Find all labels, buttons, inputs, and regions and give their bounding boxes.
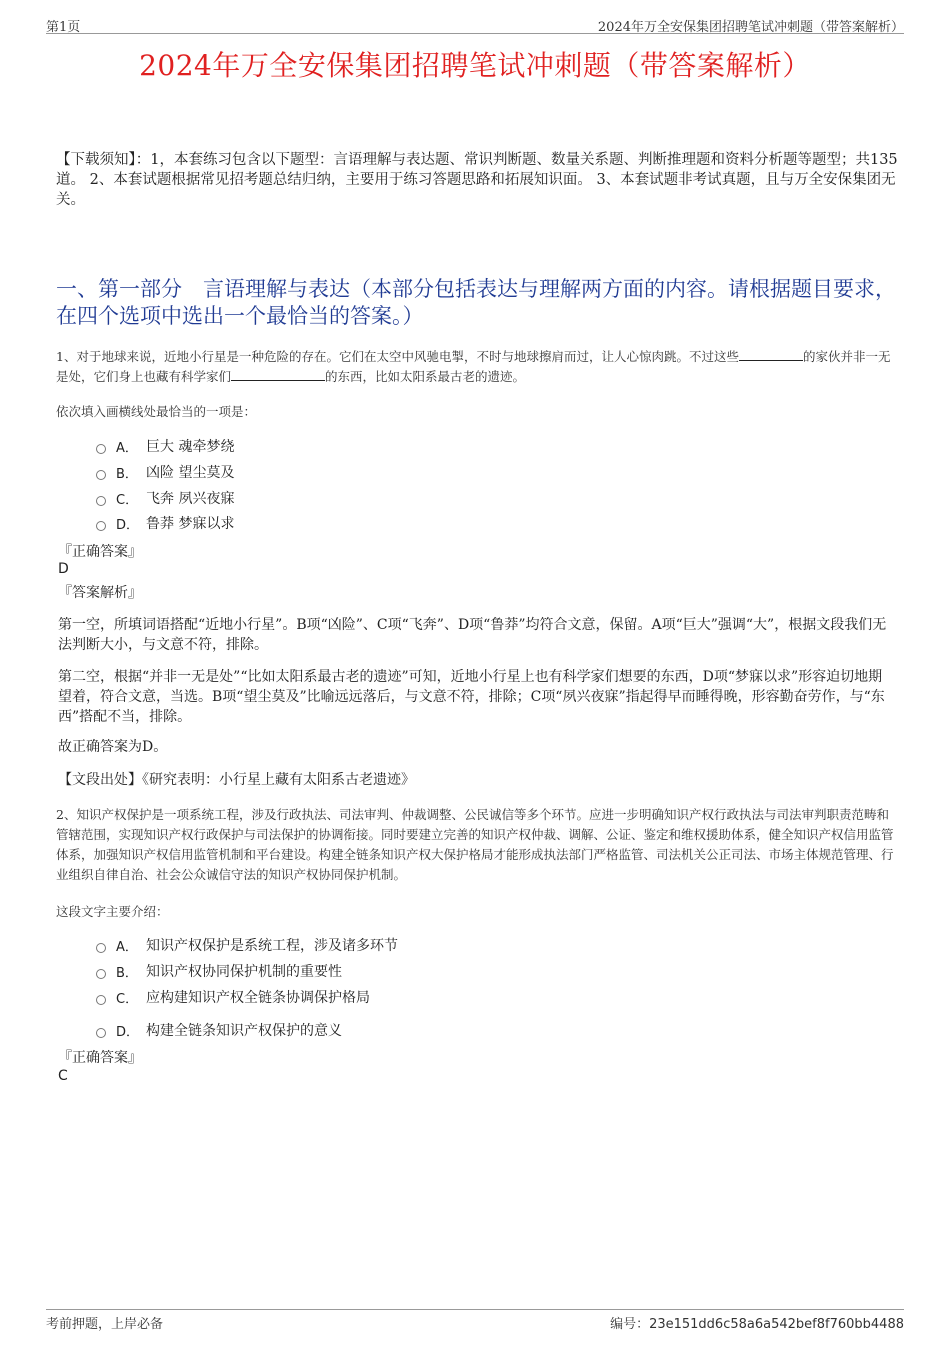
radio-icon[interactable]: [96, 444, 106, 454]
option-letter: D．: [116, 1024, 140, 1040]
radio-icon[interactable]: [96, 943, 106, 953]
section-heading: 一、第一部分 言语理解与表达（本部分包括表达与理解两方面的内容。请根据题目要求，在四个选项中选出一个最恰当的答案。）: [56, 277, 896, 328]
option-text: 飞奔 夙兴夜寐: [146, 491, 235, 507]
header-divider: [46, 33, 904, 34]
download-notice: 【下载须知】：1，本套练习包含以下题型：言语理解与表达题、常识判断题、数量关系题、判断推理题和资料分析题等题型；共135道。 2、本套试题根据常见招考题总结归纳，主要用于练习答题思路和拓展知识面。 3、本套试题非考试真题，且与万全安保集团无关。: [56, 152, 898, 208]
question-2-answer-label: 『正确答案』: [58, 1050, 142, 1066]
option-letter: B．: [116, 466, 138, 482]
question-1-option-c[interactable]: [96, 488, 234, 508]
option-text: 应构建知识产权全链条协调保护格局: [146, 990, 370, 1006]
question-1-option-d[interactable]: [96, 513, 234, 533]
option-text: 知识产权保护是系统工程，涉及诸多环节: [146, 938, 398, 954]
radio-icon[interactable]: [96, 995, 106, 1005]
option-letter: C．: [116, 991, 139, 1007]
option-text: 构建全链条知识产权保护的意义: [146, 1023, 342, 1039]
radio-icon[interactable]: [96, 496, 106, 506]
header-doc-title: 2024年万全安保集团招聘笔试冲刺题（带答案解析）: [597, 20, 904, 35]
footer-code-label: 编号：: [610, 1317, 650, 1332]
question-1-source: 【文段出处】《研究表明：小行星上藏有太阳系古老遗迹》: [58, 772, 415, 788]
question-1-analysis-2: 第二空，根据“并非一无是处”“比如太阳系最古老的遗迹”可知，近地小行星上也有科学家们想要的东西，D项“梦寐以求”形容迫切地期望着，符合文意，当选。B项“望尘莫及”比喻远远落后，与文意不符，排除；C项“夙兴夜寐”指起得早而睡得晚，形容勤奋劳作，与“东西”搭配不当，排除。: [58, 669, 885, 725]
radio-icon[interactable]: [96, 969, 106, 979]
question-2-option-b[interactable]: [96, 961, 342, 981]
question-1-answer-label: 『正确答案』: [58, 544, 142, 560]
page-number: 第1页: [46, 20, 81, 35]
question-1-option-a[interactable]: [96, 436, 234, 456]
question-1-text-part-b: 的家伙并非一无是处，它们身上也藏有科学家们: [56, 349, 891, 384]
option-letter: C．: [116, 492, 139, 508]
fill-blank-1: [739, 348, 803, 361]
question-1-answer: D: [58, 561, 69, 577]
option-letter: D．: [116, 517, 140, 533]
option-letter: A．: [116, 440, 138, 456]
radio-icon[interactable]: [96, 1028, 106, 1038]
footer-slogan: 考前押题，上岸必备: [46, 1317, 164, 1332]
question-2-prompt: 这段文字主要介绍：: [56, 904, 169, 919]
fill-blank-2: [231, 368, 325, 381]
option-text: 鲁莽 梦寐以求: [146, 516, 235, 532]
option-letter: B．: [116, 965, 138, 981]
question-1-analysis-1: 第一空，所填词语搭配“近地小行星”。B项“凶险”、C项“飞奔”、D项“鲁莽”均符合文意，保留。A项“巨大”强调“大”，根据文段我们无法判断大小，与文意不符，排除。: [58, 617, 887, 653]
question-1-text-part-c: 的东西，比如太阳系最古老的遗迹。: [325, 369, 526, 384]
page-title: 2024年万全安保集团招聘笔试冲刺题（带答案解析）: [139, 49, 811, 82]
question-2-option-d[interactable]: [96, 1020, 342, 1040]
option-text: 知识产权协同保护机制的重要性: [146, 964, 342, 980]
question-1-analysis-label: 『答案解析』: [58, 585, 142, 601]
option-text: 巨大 魂牵梦绕: [146, 439, 235, 455]
option-text: 凶险 望尘莫及: [146, 465, 235, 481]
question-2-option-c[interactable]: [96, 987, 370, 1007]
footer-divider: [46, 1309, 904, 1310]
question-2-option-a[interactable]: [96, 935, 398, 955]
question-1-prompt: 依次填入画横线处最恰当的一项是：: [56, 404, 257, 419]
question-1-option-b[interactable]: [96, 462, 234, 482]
question-2-text: 2、知识产权保护是一项系统工程，涉及行政执法、司法审判、仲裁调整、公民诚信等多个环节。应进一步明确知识产权行政执法与司法审判职责范畴和管辖范围，实现知识产权行政保护与司法保护的协调衔接。同时要建立完善的知识产权仲裁、调解、公证、鉴定和维权援助体系，健全知识产权信用监管体系，加强知识产权信用监管机制和平台建设。构建全链条知识产权大保护格局才能形成执法部门严格监管、司法机关公正司法、市场主体规范管理、行业组织自律自治、社会公众诚信守法的知识产权协同保护机制。: [56, 807, 894, 882]
question-1-conclusion: 故正确答案为D。: [58, 739, 168, 755]
question-1-text-part-a: 1、对于地球来说，近地小行星是一种危险的存在。它们在太空中风驰电掣，不时与地球擦肩而过，让人心惊肉跳。不过这些: [56, 349, 739, 364]
footer-code-value: 23e151dd6c58a6a542bef8f760bb4488: [649, 1317, 904, 1332]
question-1-text: [56, 347, 898, 387]
radio-icon[interactable]: [96, 521, 106, 531]
radio-icon[interactable]: [96, 470, 106, 480]
option-letter: A．: [116, 939, 138, 955]
question-2-answer: C: [58, 1068, 68, 1084]
footer-code: [610, 1313, 904, 1332]
